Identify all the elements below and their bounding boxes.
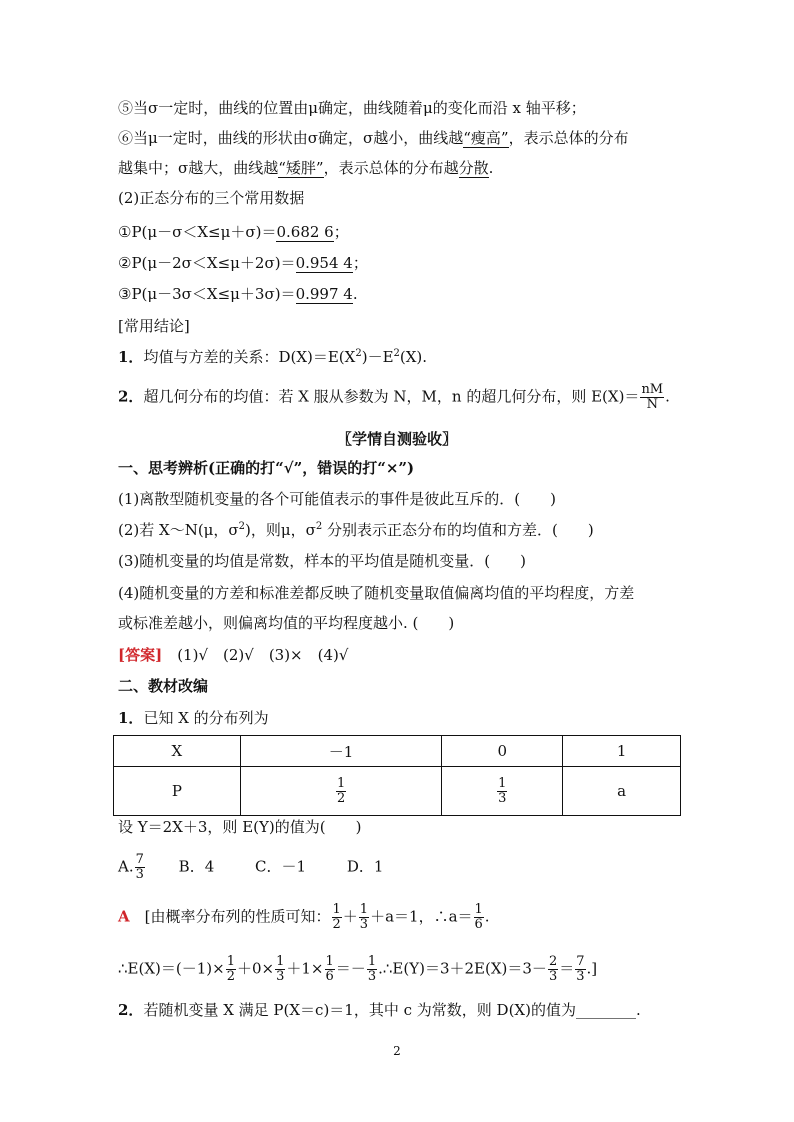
problem-1-options: A. $\frac{7}{3}$ B．4 C．－1 D．1 bbox=[118, 852, 384, 882]
table-cell: a bbox=[563, 767, 681, 816]
question-1: (1)离散型随机变量的各个可能值表示的事件是彼此互斥的．( ) bbox=[118, 490, 556, 508]
prop-5: ⑤当σ一定时，曲线的位置由μ确定，曲线随着μ的变化而沿 x 轴平移； bbox=[118, 99, 586, 117]
three-data-item-2: ②P(μ－2σ＜X≤μ＋2σ)＝0.954 4； bbox=[118, 254, 368, 272]
question-2: (2)若 X～N(μ，$\sigma^2$)，则μ，$\sigma^2$ 分别表示正态分布的均值和方差．( ) bbox=[118, 521, 594, 539]
option-b: B．4 bbox=[178, 857, 215, 876]
solution-line-2: ∴E(X)＝(－1)× $\frac{1}{2}$ ＋0× $\frac{1}{3}$ ＋1× $\frac{1}{6}$ ＝－ $\frac{1}{3}$ .∴E(Y)＝3＋2E(X)＝3－ $\frac{2}{3}$ ＝ $\frac{7}{3}$ .] bbox=[118, 954, 598, 984]
question-4-line2: 或标准差越小，则偏离均值的平均程度越小. ( ) bbox=[118, 614, 455, 632]
table-cell: $\frac{1}{2}$ bbox=[240, 767, 442, 816]
conclusion-2: 2．超几何分布的均值：若 X 服从参数为 N，M，n 的超几何分布，则 E(X)＝ $\frac{nM}{N}$ . bbox=[118, 382, 670, 412]
answer-dispersed: 分散 bbox=[458, 159, 489, 177]
conclusion-1: 1．均值与方差的关系：$D(X)=E(X^2)-E^2(X)$. bbox=[118, 348, 428, 366]
option-a: A. bbox=[118, 857, 134, 876]
question-4-line1: (4)随机变量的方差和标准差都反映了随机变量取值偏离均值的平均程度，方差 bbox=[118, 584, 635, 602]
table-cell: 1 bbox=[563, 736, 681, 767]
answer-tag: [答案] bbox=[118, 646, 163, 664]
solution-line-1: A [由概率分布列的性质可知： $\frac{1}{2}$ ＋ $\frac{1}{3}$ ＋a＝1，∴a＝ $\frac{1}{6}$ . bbox=[118, 902, 490, 932]
three-data-item-3: ③P(μ－3σ＜X≤μ＋3σ)＝0.997 4. bbox=[118, 285, 358, 303]
section1-title: 一、思考辨析(正确的打“√”，错误的打“×”) bbox=[118, 459, 415, 477]
table-cell: 0 bbox=[442, 736, 563, 767]
answer-line: [答案] (1)√ (2)√ (3)× (4)√ bbox=[118, 646, 349, 664]
problem-2: 2．若随机变量 X 满足 P(X＝c)＝1，其中 c 为常数，则 D(X)的值为________. bbox=[118, 1001, 641, 1019]
problem-1-question: 设 Y＝2X＋3，则 E(Y)的值为( ) bbox=[118, 818, 362, 836]
option-c: C．－1 bbox=[255, 857, 307, 876]
answer-thin-tall: “瘦高” bbox=[463, 129, 509, 147]
option-d: D．1 bbox=[346, 857, 384, 876]
table-cell: －1 bbox=[240, 736, 442, 767]
table-row bbox=[114, 736, 681, 767]
table-cell: $\frac{1}{3}$ bbox=[442, 767, 563, 816]
section2-title: 二、教材改编 bbox=[118, 677, 209, 695]
fraction-nM-over-N: $\frac{nM}{N}$ bbox=[641, 382, 664, 412]
problem-1: 1．已知 X 的分布列为 bbox=[118, 709, 269, 727]
answer-blank: ________ bbox=[575, 1001, 636, 1019]
page-number: 2 bbox=[393, 1044, 401, 1058]
question-3: (3)随机变量的均值是常数，样本的平均值是随机变量．( ) bbox=[118, 552, 526, 570]
table-row bbox=[114, 767, 681, 816]
prop-6-line1: ⑥当μ一定时，曲线的形状由σ确定，σ越小，曲线越“瘦高”，表示总体的分布 bbox=[118, 129, 629, 147]
three-data-item-1: ①P(μ－σ＜X≤μ＋σ)＝0.682 6； bbox=[118, 223, 349, 241]
table-cell: P bbox=[114, 767, 241, 816]
three-data-heading: (2)正态分布的三个常用数据 bbox=[118, 189, 305, 207]
answer-short-fat: “矮胖” bbox=[278, 159, 324, 177]
section-banner: 〖学情自测验收〗 bbox=[336, 430, 457, 448]
prop-6-line2: 越集中；σ越大，曲线越“矮胖”，表示总体的分布越分散. bbox=[118, 159, 494, 177]
distribution-table bbox=[113, 735, 681, 816]
table-cell: X bbox=[114, 736, 241, 767]
conclusions-heading: [常用结论] bbox=[118, 317, 190, 335]
solution-letter: A bbox=[118, 907, 130, 926]
